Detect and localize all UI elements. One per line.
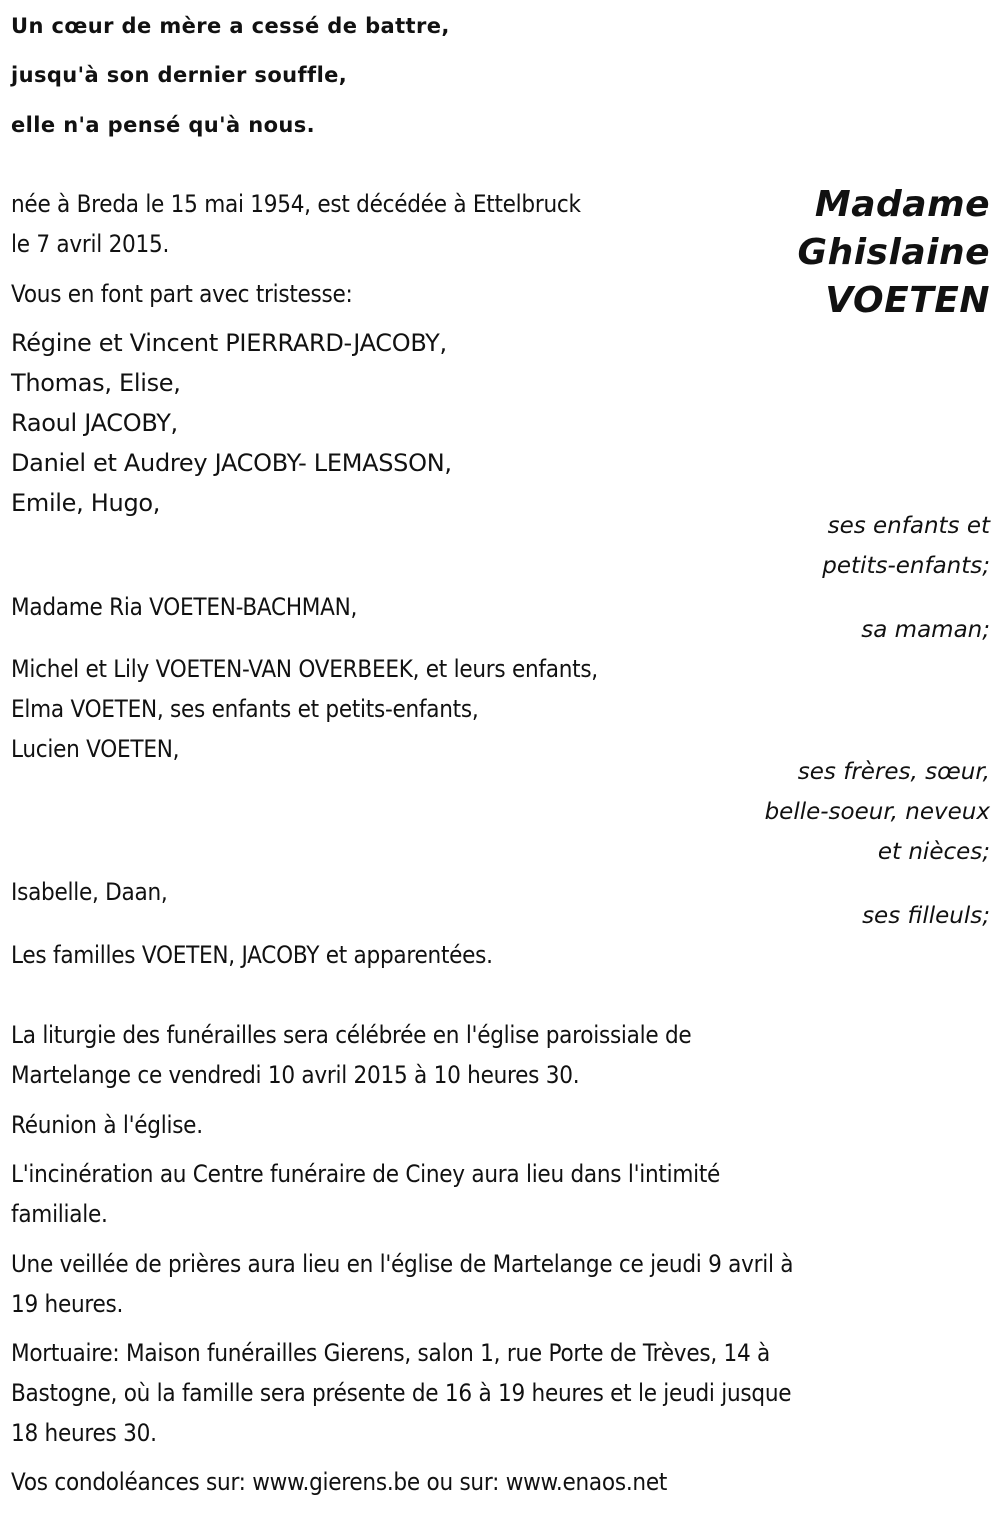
announcement-line: Vous en font part avec tristesse: bbox=[11, 280, 353, 308]
poem-line-3: elle n'a pensé qu'à nous. bbox=[11, 113, 316, 137]
ceremony-line: Réunion à l'église. bbox=[11, 1111, 203, 1139]
condolences-line: Vos condoléances sur: www.gierens.be ou sur: www.enaos.net bbox=[11, 1468, 668, 1496]
ceremony-line: 19 heures. bbox=[11, 1290, 124, 1318]
ceremony-line: Une veillée de prières aura lieu en l'église de Martelange ce jeudi 9 avril à bbox=[11, 1250, 794, 1278]
family-member: Elma VOETEN, ses enfants et petits-enfants, bbox=[11, 695, 479, 723]
family-member: Lucien VOETEN, bbox=[11, 735, 180, 763]
relation-label: ses filleuls; bbox=[862, 903, 990, 929]
families-line: Les familles VOETEN, JACOBY et apparentées. bbox=[11, 941, 493, 969]
poem-line-1: Un cœur de mère a cessé de battre, bbox=[11, 14, 450, 38]
ceremony-line: Bastogne, où la famille sera présente de 16 à 19 heures et le jeudi jusque bbox=[11, 1379, 792, 1407]
ceremony-line: 18 heures 30. bbox=[11, 1419, 157, 1447]
poem-line-2: jusqu'à son dernier souffle, bbox=[11, 63, 348, 87]
ceremony-line: familiale. bbox=[11, 1200, 108, 1228]
ceremony-line: Martelange ce vendredi 10 avril 2015 à 10 heures 30. bbox=[11, 1061, 580, 1089]
family-member: Emile, Hugo, bbox=[11, 489, 161, 517]
relation-label: ses enfants et bbox=[827, 513, 990, 539]
family-member: Daniel et Audrey JACOBY- LEMASSON, bbox=[11, 449, 452, 477]
deceased-title: Madame bbox=[814, 184, 990, 225]
deceased-last-name: VOETEN bbox=[825, 280, 990, 321]
relation-label: belle-soeur, neveux bbox=[764, 799, 990, 825]
relation-label: petits-enfants; bbox=[822, 553, 990, 579]
birth-death-line-2: le 7 avril 2015. bbox=[11, 230, 170, 258]
family-member: Régine et Vincent PIERRARD-JACOBY, bbox=[11, 329, 447, 357]
family-member: Madame Ria VOETEN-BACHMAN, bbox=[11, 593, 358, 621]
family-member: Isabelle, Daan, bbox=[11, 878, 168, 906]
birth-death-line-1: née à Breda le 15 mai 1954, est décédée à Ettelbruck bbox=[11, 190, 581, 218]
ceremony-line: Mortuaire: Maison funérailles Gierens, salon 1, rue Porte de Trèves, 14 à bbox=[11, 1339, 771, 1367]
family-member: Raoul JACOBY, bbox=[11, 409, 178, 437]
deceased-first-name: Ghislaine bbox=[797, 232, 990, 273]
relation-label: et nièces; bbox=[877, 839, 990, 865]
ceremony-line: La liturgie des funérailles sera célébrée en l'église paroissiale de bbox=[11, 1021, 692, 1049]
relation-label: ses frères, sœur, bbox=[797, 759, 990, 785]
family-member: Thomas, Elise, bbox=[11, 369, 181, 397]
ceremony-line: L'incinération au Centre funéraire de Ciney aura lieu dans l'intimité bbox=[11, 1160, 721, 1188]
family-member: Michel et Lily VOETEN-VAN OVERBEEK, et leurs enfants, bbox=[11, 655, 598, 683]
relation-label: sa maman; bbox=[861, 617, 990, 643]
